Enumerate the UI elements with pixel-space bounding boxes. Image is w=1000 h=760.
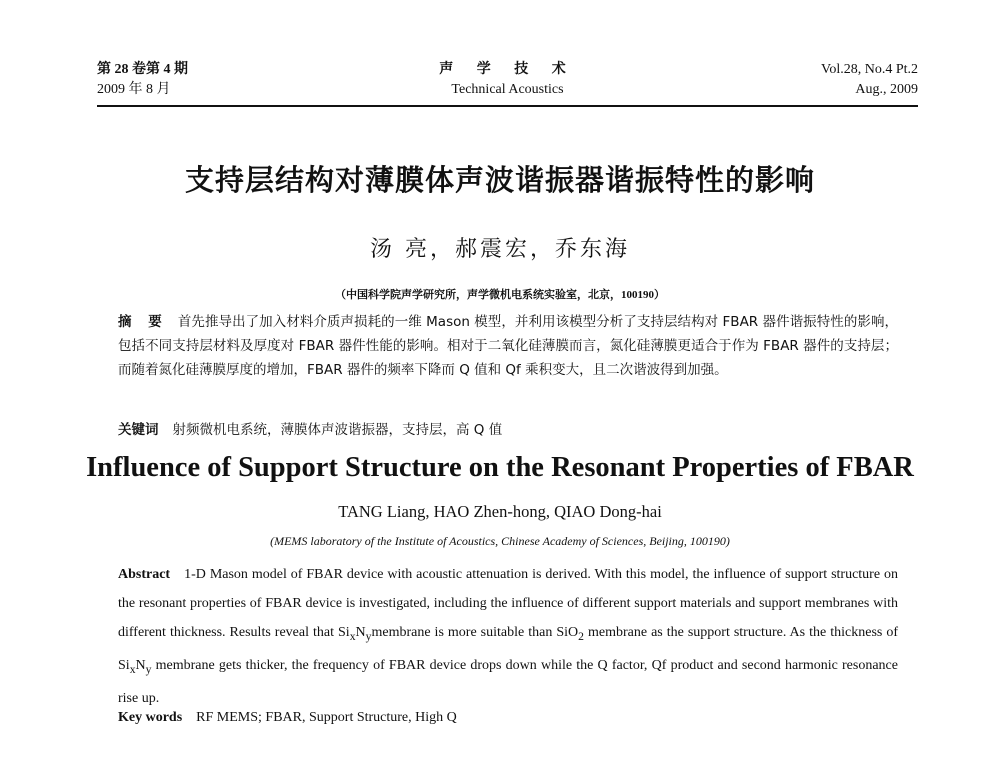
- sio2-sub-2: 2: [578, 629, 584, 643]
- keywords-en-text: RF MEMS; FBAR, Support Structure, High Q: [196, 710, 457, 725]
- running-header: [97, 60, 918, 104]
- keywords-cn-label: 关键词: [118, 422, 159, 438]
- sio2-sio: SiO: [556, 625, 579, 640]
- keywords-cn: [118, 418, 898, 442]
- abstract-en-part1: 1-D Mason model of FBAR device with acoustic attenuation is derived. With this model, the influence of support structure on the resonant properties of FBAR device is investigated, including the influence of different support materials and support membranes with different thickness. Results reveal that: [118, 567, 898, 640]
- title-en: Influence of Support Structure on the Resonant Properties of FBAR: [86, 452, 914, 483]
- abstract-en: [118, 560, 898, 713]
- abstract-cn-text: 首先推导出了加入材料介质声损耗的一维 Mason 模型，并利用该模型分析了支持层结构对 FBAR 器件谐振特性的影响，包括不同支持层材料及厚度对 FBAR 器件性能的影响。相对于二氧化硅薄膜而言，氮化硅薄膜更适合于作为 FBAR 器件的支持层；而随着氮化硅薄膜厚度的增加，FBAR 器件的频率下降而 Q 值和 Qf 乘积变大，且二次谐波得到加强。: [118, 314, 898, 378]
- journal-name-en: Technical Acoustics: [451, 82, 564, 97]
- sixny-sub-x-2: x: [129, 662, 136, 676]
- sixny-sub-y-1: y: [365, 629, 372, 643]
- sixny-n-1: N: [355, 625, 366, 640]
- date-cn: 2009 年 8 月: [97, 82, 171, 97]
- abstract-en-label: Abstract: [118, 567, 171, 582]
- sixny-sub-y-2: y: [145, 662, 152, 676]
- journal-name-cn: 声 学 技 术: [439, 62, 576, 77]
- abstract-cn-label: 摘 要: [118, 314, 168, 330]
- authors-en: TANG Liang, HAO Zhen-hong, QIAO Dong-hai: [338, 502, 662, 521]
- volume-en: Vol.28, No.4 Pt.2: [821, 62, 918, 77]
- abstract-en-part3: membrane as the support structure. As the thickness of: [583, 625, 899, 640]
- affiliation-cn: （中国科学院声学研究所，声学微机电系统实验室，北京，100190）: [335, 289, 665, 301]
- volume-cn: 第 28 卷第 4 期: [97, 62, 188, 77]
- header-center: [97, 60, 918, 100]
- abstract-cn: [118, 310, 898, 382]
- header-rule: [97, 105, 918, 107]
- date-en: Aug., 2009: [855, 82, 918, 97]
- abstract-en-part2: membrane is more suitable than: [371, 625, 557, 640]
- keywords-en-label: Key words: [118, 710, 183, 725]
- keywords-en: [118, 706, 898, 730]
- keywords-cn-text: 射频微机电系统，薄膜体声波谐振器，支持层，高 Q 值: [172, 422, 503, 438]
- authors-cn: 汤 亮，郝震宏，乔东海: [370, 237, 630, 262]
- abstract-en-part4: membrane gets thicker, the frequency of FBAR device drops down while the Q factor, Qf product and second harmonic resonance rise up.: [118, 657, 898, 706]
- affiliation-en: (MEMS laboratory of the Institute of Acoustics, Chinese Academy of Sciences, Beijing, 100190): [270, 534, 730, 548]
- sixny-si-2: Si: [118, 657, 130, 673]
- sixny-si-1: Si: [338, 625, 350, 640]
- sixny-n-2: N: [135, 657, 146, 673]
- header-right: [821, 60, 918, 100]
- sixny-sub-x-1: x: [349, 629, 356, 643]
- title-cn: 支持层结构对薄膜体声波谐振器谐振特性的影响: [184, 163, 815, 197]
